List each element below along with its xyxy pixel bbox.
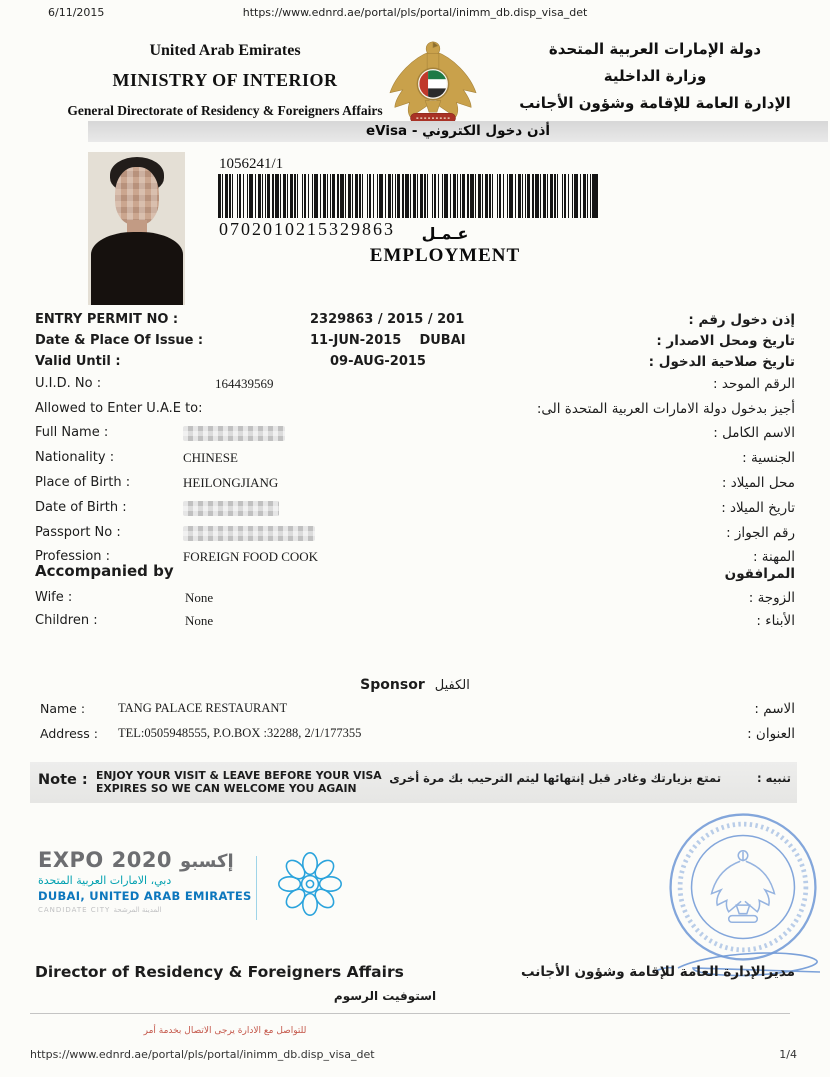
country-name-ar: دولة الإمارات العربية المتحدة xyxy=(548,40,762,58)
directorate-name-ar: الإدارة العامة للإقامة وشؤون الأجانب xyxy=(519,94,791,112)
expo-name-ar: إكسبو xyxy=(180,851,234,872)
expo-city-ar: دبي، الامارات العربية المتحدة xyxy=(38,874,172,887)
header-arabic xyxy=(490,40,820,121)
separator-line xyxy=(30,1013,790,1014)
field-row-valid-until xyxy=(35,354,795,374)
field-label-en: ENTRY PERMIT NO : xyxy=(35,312,179,327)
expo-name-en: EXPO 2020 xyxy=(38,848,173,872)
field-label-en: Valid Until : xyxy=(35,354,121,369)
note-arabic xyxy=(389,771,791,785)
field-label-ar: الأبناء : xyxy=(756,613,795,629)
expo-2020-logo xyxy=(38,848,313,948)
field-value: None xyxy=(185,613,214,628)
expo-divider xyxy=(256,856,257,920)
country-name-en: United Arab Emirates xyxy=(149,42,301,59)
header-english xyxy=(55,42,395,119)
expo-city-en: DUBAI, UNITED ARAB EMIRATES xyxy=(38,889,252,903)
field-row-passport-no xyxy=(35,525,795,545)
field-label-ar: الاسم الكامل : xyxy=(713,425,795,441)
field-row-place-of-birth xyxy=(35,475,795,495)
print-url: https://www.ednrd.ae/portal/pls/portal/inimm_db.disp_visa_det xyxy=(242,6,588,19)
ministry-name-ar: وزارة الداخلية xyxy=(603,67,707,85)
print-date: 6/11/2015 xyxy=(48,6,105,19)
field-label-ar: رقم الجواز : xyxy=(726,525,795,541)
field-label-ar: الزوجة : xyxy=(748,590,795,606)
evisa-title-banner: أذن دخول الكتروني - eVisa xyxy=(88,121,828,142)
accompanied-title-en: Accompanied by xyxy=(35,562,174,580)
visa-type-english: EMPLOYMENT xyxy=(369,245,521,266)
director-title-ar: مديرالإدارة العامة للإقامة وشؤون الأجانب xyxy=(521,964,795,980)
note-text-line2: EXPIRES SO WE CAN WELCOME YOU AGAIN xyxy=(96,782,357,795)
uae-falcon-emblem-icon xyxy=(383,36,483,124)
accompanied-title-ar: المرافقون xyxy=(724,566,795,582)
field-value: 2329863 / 2015 / 201 xyxy=(310,312,465,327)
note-bar xyxy=(30,762,797,803)
field-label-en: Nationality : xyxy=(35,450,115,465)
field-row-issue xyxy=(35,333,795,353)
barcode xyxy=(218,174,600,218)
fees-paid-note: استوفيت الرسوم xyxy=(333,989,437,1003)
field-label-ar: تاريخ الميلاد : xyxy=(721,500,795,516)
field-label-en: Children : xyxy=(35,613,98,628)
accompanied-section xyxy=(35,560,795,640)
field-row-full-name xyxy=(35,425,795,445)
visa-type-arabic: عـمـل xyxy=(421,224,469,243)
sponsor-heading xyxy=(35,677,795,693)
note-text-en xyxy=(96,769,382,795)
barcode-number-bottom: 0702010215329863 xyxy=(219,219,395,239)
note-text-ar: تمتع بزيارتك وغادر قبل إنتهائها ليتم الترحيب بك مرة أخرى xyxy=(389,771,722,785)
field-label-en: Date of Birth : xyxy=(35,500,127,515)
field-value: None xyxy=(185,590,214,605)
note-label-ar: تنبيه : xyxy=(757,771,791,785)
field-value: 09-AUG-2015 xyxy=(330,354,426,369)
field-label-en: Date & Place Of Issue : xyxy=(35,333,204,348)
field-value: TANG PALACE RESTAURANT xyxy=(118,701,288,715)
field-label-ar: إذن دخول رقم : xyxy=(688,312,795,328)
director-title-en: Director of Residency & Foreigners Affairs xyxy=(35,963,404,981)
field-value: CHINESE xyxy=(183,450,238,465)
note-label-en: Note : xyxy=(38,772,88,788)
field-label-en: Name : xyxy=(40,701,86,716)
field-label-ar: محل الميلاد : xyxy=(721,475,795,491)
page-number: 1/4 xyxy=(779,1048,797,1061)
photo-blurred-face xyxy=(115,167,159,225)
field-label-ar: تاريخ صلاحية الدخول : xyxy=(648,354,795,370)
contact-note-ar: للتواصل مع الادارة يرجى الاتصال بخدمة أمر xyxy=(143,1026,307,1036)
sponsor-title-ar: الكفيل xyxy=(434,678,470,693)
field-label-en: Allowed to Enter U.A.E to: xyxy=(35,401,203,416)
ministry-name-en: MINISTRY OF INTERIOR xyxy=(112,70,338,90)
field-value: 164439569 xyxy=(215,376,274,391)
field-label-en: U.I.D. No : xyxy=(35,376,102,391)
field-value: FOREIGN FOOD COOK xyxy=(183,549,319,564)
field-row-nationality xyxy=(35,450,795,470)
field-row-wife xyxy=(35,590,795,610)
note-text-line1: ENJOY YOUR VISIT & LEAVE BEFORE YOUR VISA xyxy=(96,769,382,782)
field-row-sponsor-address xyxy=(35,726,795,746)
sponsor-section xyxy=(35,672,795,757)
redacted-value xyxy=(183,526,315,541)
directorate-name-en: General Directorate of Residency & Foreigners Affairs xyxy=(67,103,383,118)
expo-name xyxy=(38,848,313,872)
redacted-value xyxy=(183,501,279,516)
field-row-allowed-to-enter xyxy=(35,401,795,421)
field-label-en: Full Name : xyxy=(35,425,109,440)
field-row-children xyxy=(35,613,795,633)
field-label-ar: المهنة : xyxy=(752,549,795,565)
field-label-en: Profession : xyxy=(35,549,111,564)
field-value: TEL:0505948555, P.O.BOX :32288, 2/1/177355 xyxy=(118,726,362,740)
redacted-value xyxy=(183,426,285,441)
field-label-en: Passport No : xyxy=(35,525,121,540)
field-label-en: Address : xyxy=(40,726,98,741)
field-row-entry-permit xyxy=(35,312,795,332)
field-row-uid xyxy=(35,376,795,396)
expo-flower-icon xyxy=(274,848,346,920)
field-label-ar: العنوان : xyxy=(747,726,795,742)
field-value: HEILONGJIANG xyxy=(183,475,279,490)
field-label-en: Wife : xyxy=(35,590,73,605)
field-label-ar: الاسم : xyxy=(754,701,795,717)
field-row-sponsor-name xyxy=(35,701,795,721)
field-label-ar: أجيز بدخول دولة الامارات العربية المتحدة الى: xyxy=(536,401,795,417)
footer-url: https://www.ednrd.ae/portal/pls/portal/inimm_db.disp_visa_det xyxy=(30,1048,375,1061)
expo-candidate-city: CANDIDATE CITY المدينة المرشحة xyxy=(38,906,162,914)
field-label-ar: الرقم الموحد : xyxy=(713,376,795,392)
field-value: 11-JUN-2015 DUBAI xyxy=(310,333,466,348)
visa-details xyxy=(35,305,795,565)
field-label-ar: تاريخ ومحل الاصدار : xyxy=(656,333,795,349)
field-label-en: Place of Birth : xyxy=(35,475,131,490)
field-label-ar: الجنسية : xyxy=(742,450,795,466)
field-row-date-of-birth xyxy=(35,500,795,520)
sponsor-title-en: Sponsor xyxy=(360,677,425,693)
barcode-number-top: 1056241/1 xyxy=(219,156,284,172)
